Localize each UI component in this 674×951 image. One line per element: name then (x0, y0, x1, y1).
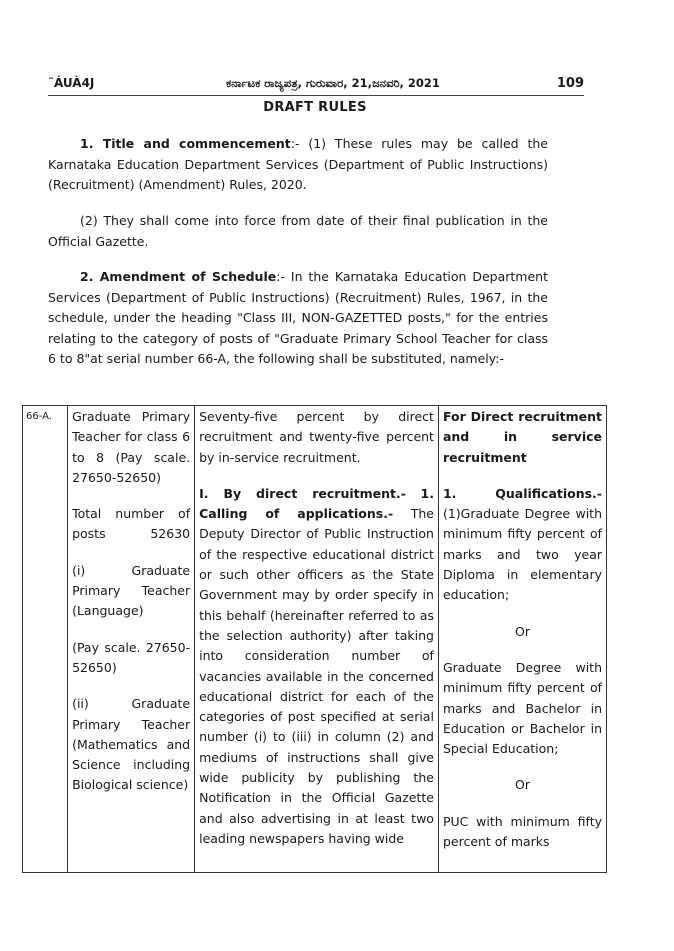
paragraph-text: :- (1) These rules may be called the Karnataka Education Department Services (Department of Public Instructions) (Recruitment) (Amendment) Rules, 2020. (48, 136, 548, 192)
qualification-cell (438, 406, 606, 873)
header-left-label: ¨ÁUÀ4J (48, 76, 95, 90)
method-cell (195, 406, 439, 873)
recruitment-text: The Deputy Director of Public Instruction of the respective educational district or such other officers as the State Government may by order specify in this behalf (hereinafter referred to as the selection authority) after taking into consideration number of vacancies available in the concerned educational district for each of the categories of post specified at serial number (i) to (iii) in column (2) and mediums of instructions shall give wide publicity by publishing the Notification in the Official Gazette and also advertising in at least two leading newspapers having wide (199, 506, 434, 846)
post-name: Graduate Primary Teacher for class 6 to 8 (Pay scale. 27650-52650) (72, 409, 191, 485)
qualification-heading: For Direct recruitment and in service recruitment (442, 409, 602, 465)
sub-heading: 1. Calling of applications.- (199, 485, 434, 522)
serial-number: 66-A. (26, 411, 52, 422)
recruitment-ratio: Seventy-five percent by direct recruitment and twenty-five percent by in-service recruitment. (199, 409, 434, 465)
page-number: 109 (556, 76, 584, 91)
serial-number-cell (23, 406, 68, 873)
table-row (23, 406, 607, 873)
qualification-option-1: (1)Graduate Degree with minimum fifty percent of marks and two year Diploma in elementary education; (442, 506, 602, 603)
or-separator: Or (514, 623, 530, 639)
post-category-i-pay: (Pay scale. 27650-52650) (72, 639, 191, 675)
paragraph-text: :- In the Karnataka Education Department Services (Department of Public Instructions) (Recruitment) Rules, 1967, in the schedule, under the heading "Class III, NON-GAZETTED posts," for the entries relating to the category of posts of "Graduate Primary School Teacher for class 6 to 8"at serial number 66-A, the following shall be substituted, namely:- (48, 269, 548, 366)
recruitment-body (199, 484, 434, 849)
paragraph-title-commencement (48, 134, 548, 196)
page-header (48, 76, 584, 92)
or-separator: Or (514, 777, 530, 793)
qualification-option-2: Graduate Degree with minimum fifty percent of marks and Bachelor in Education or Bachelor in Special Education; (442, 659, 602, 757)
post-category-ii: (ii) Graduate Primary Teacher (Mathematics and Science including Biological science) (72, 696, 191, 793)
total-posts: Total number of posts 52630 (72, 506, 191, 542)
header-divider (48, 95, 584, 96)
paragraph-amendment-schedule (48, 267, 548, 370)
post-category-i: (i) Graduate Primary Teacher (Language) (72, 562, 191, 619)
header-gazette-title: ಕರ್ನಾಟಕ ರಾಜ್ಯಪತ್ರ, ಗುರುವಾರ, 21,ಜನವರಿ, 2021 (226, 76, 440, 90)
schedule-table (22, 405, 607, 873)
document-title: DRAFT RULES (263, 100, 367, 115)
paragraph-heading: 1. Title and commencement (80, 136, 291, 151)
paragraph-force: (2) They shall come into force from date of their final publication in the Official Gazette. (48, 213, 548, 249)
qualifications-label: 1. Qualifications.- (442, 485, 602, 501)
qualification-option-3: PUC with minimum fifty percent of marks (442, 813, 602, 850)
paragraph-heading: 2. Amendment of Schedule (80, 269, 277, 284)
section-heading: I. By direct recruitment.- (199, 485, 406, 501)
post-cell (68, 406, 195, 873)
